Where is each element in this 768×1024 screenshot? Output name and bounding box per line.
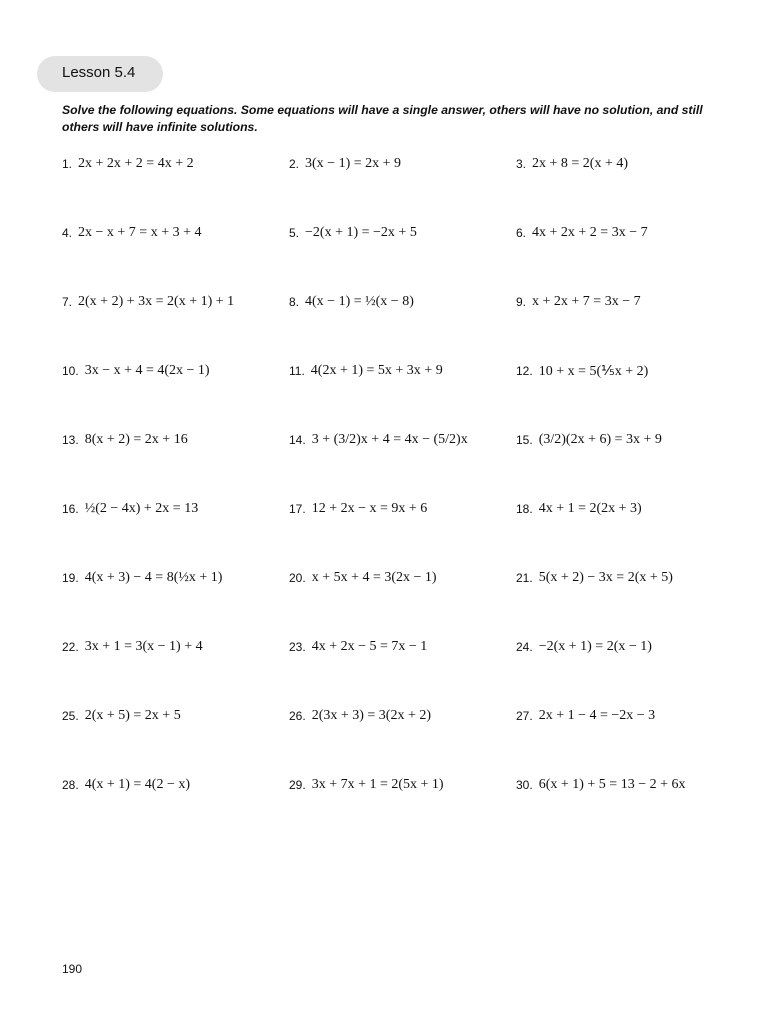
- problem-number: 11.: [289, 364, 305, 378]
- problem-equation: 10 + x = 5(⅕x + 2): [538, 363, 649, 379]
- problem-number: 26.: [289, 709, 306, 723]
- problem-number: 10.: [62, 364, 79, 378]
- problem-equation: 6(x + 1) + 5 = 13 − 2 + 6x: [538, 777, 686, 792]
- problem-equation: 2x + 1 − 4 = −2x − 3: [538, 708, 656, 723]
- problem-number: 19.: [62, 571, 79, 585]
- problem-23: [289, 635, 516, 659]
- problem-number: 4.: [62, 226, 73, 240]
- problem-22: [62, 635, 289, 659]
- problem-number: 30.: [516, 778, 533, 792]
- problem-number: 14.: [289, 433, 306, 447]
- problem-number: 12.: [516, 364, 533, 378]
- problem-10: [62, 359, 289, 383]
- problem-8: [289, 290, 516, 314]
- problem-equation: 3x + 1 = 3(x − 1) + 4: [84, 639, 203, 654]
- problem-15: [516, 428, 742, 452]
- problem-6: [516, 221, 742, 245]
- problem-5: [289, 221, 516, 245]
- problem-number: 22.: [62, 640, 79, 654]
- problem-number: 29.: [289, 778, 306, 792]
- problem-equation: 2(x + 2) + 3x = 2(x + 1) + 1: [78, 294, 235, 309]
- problem-number: 25.: [62, 709, 79, 723]
- problem-equation: 4(2x + 1) = 5x + 3x + 9: [310, 363, 443, 378]
- problem-grid: [62, 152, 742, 842]
- problem-29: [289, 773, 516, 797]
- problem-number: 6.: [516, 226, 527, 240]
- problem-equation: 4x + 2x + 2 = 3x − 7: [532, 225, 648, 240]
- problem-number: 3.: [516, 157, 527, 171]
- problem-19: [62, 566, 289, 590]
- problem-number: 1.: [62, 157, 73, 171]
- problem-number: 13.: [62, 433, 79, 447]
- page-number: 190: [62, 962, 83, 976]
- problem-equation: 3x − x + 4 = 4(2x − 1): [84, 363, 210, 378]
- problem-number: 15.: [516, 433, 533, 447]
- problem-number: 16.: [62, 502, 79, 516]
- problem-16: [62, 497, 289, 521]
- problem-12: [516, 359, 742, 383]
- problem-equation: (3/2)(2x + 6) = 3x + 9: [538, 432, 662, 447]
- lesson-title: Lesson 5.4: [62, 64, 136, 81]
- problem-13: [62, 428, 289, 452]
- problem-number: 17.: [289, 502, 306, 516]
- problem-equation: ½(2 − 4x) + 2x = 13: [84, 501, 199, 516]
- problem-3: [516, 152, 742, 176]
- problem-1: [62, 152, 289, 176]
- problem-2: [289, 152, 516, 176]
- problem-7: [62, 290, 289, 314]
- problem-28: [62, 773, 289, 797]
- problem-equation: x + 2x + 7 = 3x − 7: [532, 294, 641, 309]
- problem-number: 8.: [289, 295, 300, 309]
- problem-equation: 8(x + 2) = 2x + 16: [84, 432, 188, 447]
- problem-equation: 2(x + 5) = 2x + 5: [84, 708, 181, 723]
- problem-number: 18.: [516, 502, 533, 516]
- problem-18: [516, 497, 742, 521]
- problem-number: 21.: [516, 571, 533, 585]
- problem-number: 5.: [289, 226, 300, 240]
- problem-equation: 4x + 2x − 5 = 7x − 1: [311, 639, 428, 654]
- problem-equation: 3(x − 1) = 2x + 9: [305, 156, 402, 171]
- problem-equation: 4(x + 1) = 4(2 − x): [84, 777, 191, 792]
- problem-number: 24.: [516, 640, 533, 654]
- problem-number: 2.: [289, 157, 300, 171]
- problem-equation: −2(x + 1) = −2x + 5: [305, 225, 417, 240]
- problem-11: [289, 359, 516, 383]
- problem-number: 23.: [289, 640, 306, 654]
- problem-number: 9.: [516, 295, 527, 309]
- problem-26: [289, 704, 516, 728]
- problem-equation: 3 + (3/2)x + 4 = 4x − (5/2)x: [311, 432, 468, 447]
- problem-27: [516, 704, 742, 728]
- problem-equation: 2x + 8 = 2(x + 4): [532, 156, 629, 171]
- problem-equation: 12 + 2x − x = 9x + 6: [311, 501, 428, 516]
- problem-equation: 2x − x + 7 = x + 3 + 4: [78, 225, 202, 240]
- problem-equation: 4x + 1 = 2(2x + 3): [538, 501, 642, 516]
- problem-24: [516, 635, 742, 659]
- problem-9: [516, 290, 742, 314]
- problem-equation: x + 5x + 4 = 3(2x − 1): [311, 570, 437, 585]
- problem-25: [62, 704, 289, 728]
- problem-equation: 4(x − 1) = ½(x − 8): [305, 294, 414, 309]
- problem-equation: −2(x + 1) = 2(x − 1): [538, 639, 652, 654]
- problem-number: 20.: [289, 571, 306, 585]
- problem-number: 27.: [516, 709, 533, 723]
- problem-14: [289, 428, 516, 452]
- problem-equation: 2(3x + 3) = 3(2x + 2): [311, 708, 432, 723]
- instructions-text: Solve the following equations. Some equations will have a single answer, others will have no solution, and still others will have infinite solutions.: [62, 103, 703, 134]
- problem-21: [516, 566, 742, 590]
- problem-number: 7.: [62, 295, 73, 309]
- problem-20: [289, 566, 516, 590]
- problem-equation: 5(x + 2) − 3x = 2(x + 5): [538, 570, 673, 585]
- problem-30: [516, 773, 742, 797]
- problem-equation: 4(x + 3) − 4 = 8(½x + 1): [84, 570, 223, 585]
- problem-equation: 2x + 2x + 2 = 4x + 2: [78, 156, 194, 171]
- problem-equation: 3x + 7x + 1 = 2(5x + 1): [311, 777, 444, 792]
- problem-17: [289, 497, 516, 521]
- problem-4: [62, 221, 289, 245]
- problem-number: 28.: [62, 778, 79, 792]
